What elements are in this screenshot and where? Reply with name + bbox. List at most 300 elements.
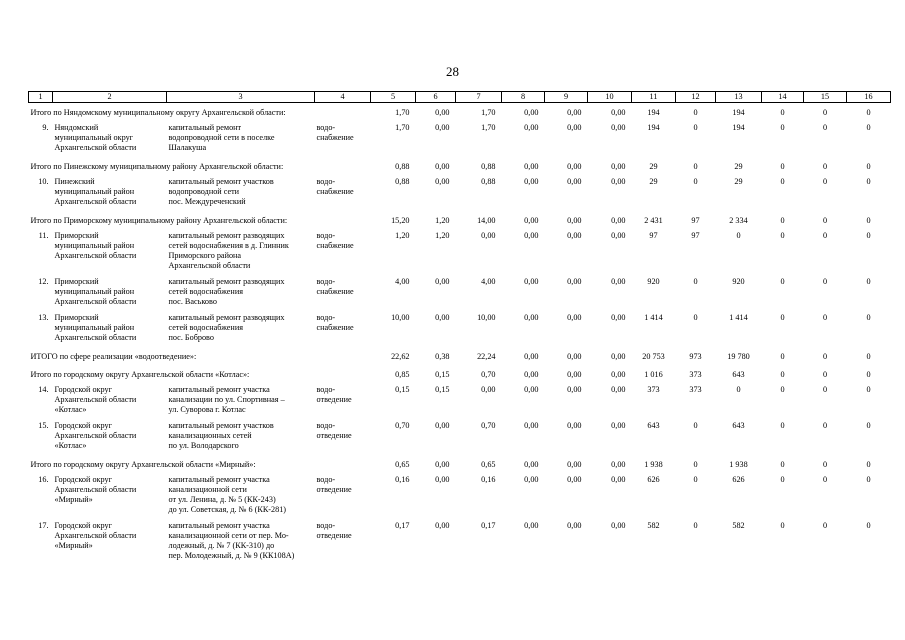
utility-type-cell-line: водо-: [316, 475, 336, 484]
value-cell: 643: [732, 370, 745, 379]
work-description-cell: [167, 275, 315, 311]
value-cell: 0: [866, 277, 871, 286]
value-cell: 0: [780, 277, 785, 286]
work-description-cell-line: до ул. Советская, д. № 6 (КК-281): [168, 505, 287, 514]
value-cell: 0: [693, 313, 698, 322]
work-description-cell-line: канализационной сети: [168, 485, 247, 494]
utility-type-cell-line: отведение: [316, 531, 352, 540]
table-row: [29, 473, 891, 519]
header-cell: 7: [456, 92, 502, 103]
value-cell: 0,00: [611, 108, 626, 117]
header-cell: 1: [29, 92, 53, 103]
value-cell: 0: [866, 370, 871, 379]
municipality-cell-line: Пинежский: [54, 177, 95, 186]
value-cell: 0,88: [481, 162, 496, 171]
utility-type-cell-line: водо-: [316, 385, 336, 394]
value-cell: 0,00: [567, 385, 582, 394]
utility-type-cell-line: отведение: [316, 395, 352, 404]
value-cell: 0: [822, 231, 828, 240]
value-cell: 0,00: [435, 521, 450, 530]
municipality-cell: [53, 419, 167, 455]
value-cell: 0: [866, 352, 871, 361]
value-cell: 14,00: [477, 216, 496, 225]
work-description-cell: [167, 383, 315, 419]
municipality-cell-line: «Котлас»: [54, 405, 87, 414]
value-cell: 0: [736, 231, 741, 240]
value-cell: 0,00: [567, 162, 582, 171]
value-cell: 1 016: [644, 370, 663, 379]
value-cell: 0,00: [567, 352, 582, 361]
value-cell: 373: [689, 385, 702, 394]
total-row: [29, 455, 891, 473]
value-cell: 0: [693, 123, 698, 132]
table-header-row: [29, 92, 891, 103]
municipality-cell-line: муниципальный округ: [54, 133, 134, 142]
value-cell: 0: [780, 521, 785, 530]
value-cell: 1,70: [395, 123, 410, 132]
value-cell: 0: [822, 162, 828, 171]
value-cell: 194: [732, 108, 745, 117]
work-description-cell-line: пос. Васьково: [168, 297, 217, 306]
municipality-cell-line: муниципальный район: [54, 323, 135, 332]
value-cell: 0,00: [611, 385, 626, 394]
value-cell: 0,00: [567, 123, 582, 132]
work-description-cell-line: капитальный ремонт разводящих: [168, 313, 285, 322]
utility-type-cell-line: снабжение: [316, 187, 354, 196]
municipality-cell-line: Архангельской области: [54, 297, 137, 306]
municipality-cell-line: Городской округ: [54, 475, 112, 484]
value-cell: 0,00: [481, 231, 496, 240]
work-description-cell-line: капитальный ремонт участков: [168, 177, 274, 186]
municipality-cell-line: Городской округ: [54, 421, 112, 430]
value-cell: 0,00: [567, 231, 582, 240]
work-description-cell-line: пос. Междуреченский: [168, 197, 246, 206]
work-description-cell-line: канализационной сети от пер. Мо-: [168, 531, 289, 540]
work-description-cell-line: Шалакуша: [168, 143, 207, 152]
value-cell: 0,00: [567, 108, 582, 117]
utility-type-cell-line: водо-: [316, 313, 336, 322]
work-description-cell-line: Архангельской области: [168, 261, 251, 270]
value-cell: 920: [647, 277, 660, 286]
work-description-cell: [167, 121, 315, 157]
value-cell: 0,17: [481, 521, 496, 530]
utility-type-cell: [315, 383, 371, 419]
total-row: [29, 103, 891, 122]
value-cell: 1 938: [644, 460, 663, 469]
total-label: Итого по городскому округу Архангельской области «Мирный»:: [30, 460, 256, 469]
value-cell: 97: [691, 231, 700, 240]
row-number: 14.: [38, 385, 49, 394]
value-cell: 0,15: [435, 385, 450, 394]
value-cell: 1,70: [481, 123, 496, 132]
total-row: [29, 347, 891, 365]
value-cell: 0: [780, 460, 785, 469]
value-cell: 22,24: [477, 352, 496, 361]
work-description-cell-line: водопроводной сети: [168, 187, 240, 196]
table-row: [29, 311, 891, 347]
value-cell: 0,00: [435, 313, 450, 322]
value-cell: 2 334: [729, 216, 748, 225]
value-cell: 0,00: [524, 277, 539, 286]
municipality-cell-line: муниципальный район: [54, 187, 135, 196]
row-number: 9.: [42, 123, 49, 132]
work-description-cell: [167, 473, 315, 519]
total-row: [29, 211, 891, 229]
value-cell: 20 753: [642, 352, 665, 361]
value-cell: 4,00: [481, 277, 496, 286]
value-cell: 0,00: [567, 521, 582, 530]
value-cell: 0: [866, 475, 871, 484]
total-label: Итого по Приморскому муниципальному району Архангельской области:: [30, 216, 288, 225]
total-label: Итого по Няндомскому муниципальному округу Архангельской области:: [30, 108, 286, 117]
value-cell: 1 414: [644, 313, 663, 322]
municipality-cell: [53, 229, 167, 275]
value-cell: 0: [822, 277, 828, 286]
value-cell: 0: [780, 162, 785, 171]
value-cell: 0,16: [395, 475, 410, 484]
value-cell: 0: [822, 108, 828, 117]
header-cell: 6: [416, 92, 456, 103]
value-cell: 0: [780, 370, 785, 379]
value-cell: 0,00: [481, 385, 496, 394]
value-cell: 0: [866, 231, 871, 240]
work-description-cell: [167, 175, 315, 211]
table-row: [29, 229, 891, 275]
value-cell: 973: [689, 352, 702, 361]
value-cell: 1,70: [395, 108, 410, 117]
work-description-cell-line: капитальный ремонт участка: [168, 521, 270, 530]
value-cell: 0,65: [481, 460, 496, 469]
value-cell: 0: [693, 521, 698, 530]
value-cell: 0: [780, 385, 785, 394]
value-cell: 0: [866, 123, 871, 132]
value-cell: 0: [822, 521, 828, 530]
municipality-cell-line: Архангельской области: [54, 395, 137, 404]
value-cell: 0: [693, 475, 698, 484]
value-cell: 0,00: [611, 123, 626, 132]
value-cell: 0,00: [611, 352, 626, 361]
table-row: [29, 419, 891, 455]
header-cell: 9: [545, 92, 588, 103]
value-cell: 0,00: [524, 352, 539, 361]
work-description-cell-line: сетей водоснабжения: [168, 287, 243, 296]
value-cell: 0,00: [611, 421, 626, 430]
municipality-cell-line: Архангельской области: [54, 485, 137, 494]
value-cell: 0,00: [611, 370, 626, 379]
value-cell: 0: [780, 108, 785, 117]
value-cell: 0,00: [435, 177, 450, 186]
header-cell: 5: [371, 92, 416, 103]
value-cell: 0: [822, 385, 828, 394]
municipality-cell-line: «Котлас»: [54, 441, 87, 450]
municipality-cell-line: «Мирный»: [54, 541, 93, 550]
value-cell: 920: [732, 277, 745, 286]
table-row: [29, 175, 891, 211]
value-cell: 643: [732, 421, 745, 430]
value-cell: 0,00: [524, 521, 539, 530]
value-cell: 19 780: [727, 352, 750, 361]
work-description-cell-line: капитальный ремонт: [168, 123, 242, 132]
total-row: [29, 365, 891, 383]
municipality-cell: [53, 383, 167, 419]
value-cell: 0: [866, 521, 871, 530]
utility-type-cell: [315, 311, 371, 347]
row-number: 17.: [38, 521, 49, 530]
value-cell: 0: [822, 123, 828, 132]
municipality-cell-line: Городской округ: [54, 385, 112, 394]
value-cell: 0,88: [481, 177, 496, 186]
utility-type-cell: [315, 519, 371, 565]
work-description-cell-line: капитальный ремонт разводящих: [168, 277, 285, 286]
value-cell: 194: [647, 108, 660, 117]
value-cell: 0,00: [435, 162, 450, 171]
municipality-cell-line: муниципальный район: [54, 241, 135, 250]
work-description-cell-line: от ул. Ленина, д. № 5 (КК-243): [168, 495, 276, 504]
utility-type-cell-line: водо-: [316, 421, 336, 430]
value-cell: 0: [780, 231, 785, 240]
work-description-cell-line: Приморского района: [168, 251, 242, 260]
value-cell: 0,00: [567, 460, 582, 469]
utility-type-cell: [315, 419, 371, 455]
value-cell: 0,38: [435, 352, 450, 361]
value-cell: 22,62: [391, 352, 410, 361]
value-cell: 0: [780, 475, 785, 484]
value-cell: 0,00: [524, 313, 539, 322]
municipality-cell-line: Городской округ: [54, 521, 112, 530]
utility-type-cell-line: водо-: [316, 231, 336, 240]
value-cell: 0: [780, 421, 785, 430]
value-cell: 29: [649, 177, 658, 186]
value-cell: 0: [780, 313, 785, 322]
value-cell: 626: [732, 475, 745, 484]
work-description-cell-line: канализации по ул. Спортивная –: [168, 395, 285, 404]
value-cell: 29: [649, 162, 658, 171]
municipality-cell: [53, 275, 167, 311]
value-cell: 2 431: [644, 216, 663, 225]
header-cell: 15: [804, 92, 847, 103]
municipality-cell-line: Архангельской области: [54, 431, 137, 440]
value-cell: 0,00: [611, 216, 626, 225]
value-cell: 0,00: [567, 216, 582, 225]
row-number: 12.: [38, 277, 49, 286]
value-cell: 0,70: [481, 421, 496, 430]
value-cell: 0: [780, 123, 785, 132]
value-cell: 194: [732, 123, 745, 132]
header-cell: 12: [676, 92, 716, 103]
value-cell: 373: [689, 370, 702, 379]
header-cell: 13: [716, 92, 762, 103]
total-label: Итого по городскому округу Архангельской области «Котлас»:: [30, 370, 250, 379]
municipality-cell-line: муниципальный район: [54, 287, 135, 296]
work-description-cell: [167, 419, 315, 455]
value-cell: 0: [736, 385, 741, 394]
value-cell: 15,20: [391, 216, 410, 225]
value-cell: 0,00: [435, 123, 450, 132]
work-description-cell: [167, 229, 315, 275]
value-cell: 0: [866, 313, 871, 322]
municipality-cell-line: Архангельской области: [54, 251, 137, 260]
total-label: Итого по Пинежскому муниципальному району Архангельской области:: [30, 162, 284, 171]
value-cell: 1,20: [395, 231, 410, 240]
value-cell: 0,15: [435, 370, 450, 379]
work-description-cell-line: капитальный ремонт участков: [168, 421, 274, 430]
work-description-cell-line: сетей водоснабжения: [168, 323, 243, 332]
work-description-cell-line: по ул. Володарского: [168, 441, 239, 450]
total-row: [29, 157, 891, 175]
table-row: [29, 383, 891, 419]
municipality-cell-line: Архангельской области: [54, 333, 137, 342]
value-cell: 0,00: [435, 475, 450, 484]
value-cell: 643: [647, 421, 660, 430]
value-cell: 0,85: [395, 370, 410, 379]
value-cell: 4,00: [395, 277, 410, 286]
value-cell: 582: [647, 521, 660, 530]
value-cell: 626: [647, 475, 660, 484]
utility-type-cell-line: водо-: [316, 123, 336, 132]
value-cell: 0,00: [567, 277, 582, 286]
utility-type-cell: [315, 229, 371, 275]
header-cell: 14: [762, 92, 804, 103]
value-cell: 0,00: [435, 108, 450, 117]
table-row: [29, 121, 891, 157]
value-cell: 0,00: [524, 177, 539, 186]
value-cell: 0,00: [524, 162, 539, 171]
value-cell: 0,00: [567, 177, 582, 186]
value-cell: 0: [822, 177, 828, 186]
municipality-cell: [53, 175, 167, 211]
value-cell: 0: [866, 162, 871, 171]
value-cell: 582: [732, 521, 745, 530]
municipality-cell-line: Няндомский: [54, 123, 99, 132]
value-cell: 29: [734, 162, 743, 171]
header-cell: 4: [315, 92, 371, 103]
work-description-cell-line: ул. Суворова г. Котлас: [168, 405, 246, 414]
header-cell: 8: [502, 92, 545, 103]
work-description-cell: [167, 519, 315, 565]
value-cell: 0,00: [567, 370, 582, 379]
value-cell: 0: [780, 352, 785, 361]
work-description-cell-line: канализационных сетей: [168, 431, 252, 440]
value-cell: 0,00: [611, 313, 626, 322]
utility-type-cell: [315, 175, 371, 211]
value-cell: 0,00: [567, 421, 582, 430]
value-cell: 0,70: [395, 421, 410, 430]
row-number: 10.: [38, 177, 49, 186]
value-cell: 1 414: [729, 313, 748, 322]
value-cell: 0: [693, 108, 698, 117]
value-cell: 0: [822, 216, 828, 225]
header-cell: 3: [167, 92, 315, 103]
value-cell: 0: [822, 475, 828, 484]
value-cell: 0,00: [524, 460, 539, 469]
value-cell: 97: [649, 231, 658, 240]
municipality-cell-line: Архангельской области: [54, 143, 137, 152]
value-cell: 0,00: [611, 231, 626, 240]
value-cell: 0: [866, 177, 871, 186]
work-description-cell-line: пер. Молодежный, д. № 9 (КК108А): [168, 551, 295, 560]
page-number: 28: [446, 64, 459, 79]
header-cell: 16: [847, 92, 891, 103]
value-cell: 0,15: [395, 385, 410, 394]
value-cell: 0,00: [611, 475, 626, 484]
utility-type-cell-line: снабжение: [316, 323, 354, 332]
header-cell: 10: [588, 92, 632, 103]
value-cell: 1 938: [729, 460, 748, 469]
utility-type-cell: [315, 121, 371, 157]
value-cell: 0: [780, 177, 785, 186]
value-cell: 0,00: [611, 277, 626, 286]
value-cell: 0,00: [567, 475, 582, 484]
row-number: 11.: [38, 231, 49, 240]
value-cell: 0: [693, 162, 698, 171]
value-cell: 0: [693, 421, 698, 430]
utility-type-cell-line: отведение: [316, 485, 352, 494]
municipality-cell-line: Архангельской области: [54, 197, 137, 206]
table-row: [29, 519, 891, 565]
header-cell: 11: [632, 92, 676, 103]
municipality-cell: [53, 519, 167, 565]
value-cell: 194: [647, 123, 660, 132]
value-cell: 0: [866, 216, 871, 225]
value-cell: 0,00: [611, 162, 626, 171]
value-cell: 0: [866, 108, 871, 117]
utility-type-cell-line: водо-: [316, 277, 336, 286]
value-cell: 0: [822, 460, 828, 469]
value-cell: 0,70: [481, 370, 496, 379]
investment-table: [28, 91, 891, 565]
value-cell: 0,00: [524, 370, 539, 379]
row-number: 15.: [38, 421, 49, 430]
value-cell: 0,00: [524, 108, 539, 117]
table-row: [29, 275, 891, 311]
utility-type-cell: [315, 473, 371, 519]
value-cell: 0: [866, 385, 871, 394]
work-description-cell-line: водопроводной сети в поселке: [168, 133, 275, 142]
value-cell: 0: [693, 177, 698, 186]
value-cell: 0,00: [567, 313, 582, 322]
municipality-cell: [53, 473, 167, 519]
value-cell: 0,00: [435, 421, 450, 430]
municipality-cell-line: Приморский: [54, 313, 99, 322]
value-cell: 0,65: [395, 460, 410, 469]
value-cell: 0: [822, 313, 828, 322]
work-description-cell-line: сетей водоснабжения в д. Глинник: [168, 241, 289, 250]
value-cell: 0,00: [435, 277, 450, 286]
work-description-cell-line: лодежный, д. № 7 (КК-310) до: [168, 541, 275, 550]
work-description-cell-line: капитальный ремонт участка: [168, 475, 270, 484]
value-cell: 0,00: [611, 460, 626, 469]
utility-type-cell-line: снабжение: [316, 133, 354, 142]
value-cell: 1,70: [481, 108, 496, 117]
value-cell: 10,00: [391, 313, 410, 322]
value-cell: 0: [866, 421, 871, 430]
value-cell: 97: [691, 216, 700, 225]
value-cell: 29: [734, 177, 743, 186]
work-description-cell-line: капитальный ремонт участка: [168, 385, 270, 394]
value-cell: 373: [647, 385, 660, 394]
value-cell: 0,00: [524, 123, 539, 132]
value-cell: 0: [693, 460, 698, 469]
value-cell: 0,00: [524, 216, 539, 225]
work-description-cell-line: капитальный ремонт разводящих: [168, 231, 285, 240]
total-label: ИТОГО по сфере реализации «водоотведение»:: [30, 352, 197, 361]
municipality-cell-line: Приморский: [54, 277, 99, 286]
work-description-cell: [167, 311, 315, 347]
value-cell: 0: [822, 421, 828, 430]
value-cell: 0,00: [524, 421, 539, 430]
value-cell: 0,00: [524, 385, 539, 394]
value-cell: 0: [780, 216, 785, 225]
